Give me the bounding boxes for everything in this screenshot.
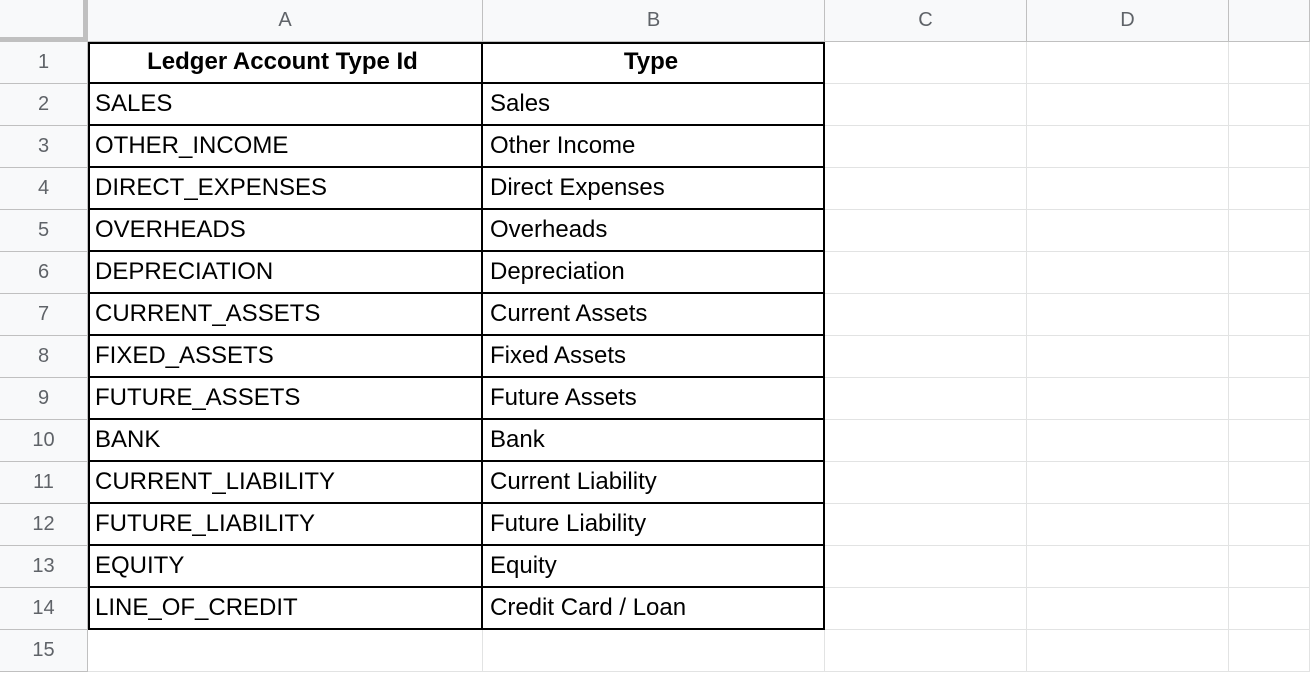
cell-d7[interactable] [1027, 294, 1229, 336]
cell-c6[interactable] [825, 252, 1027, 294]
cell-e6[interactable] [1229, 252, 1310, 294]
cell-b15[interactable] [483, 630, 825, 672]
cell-b7[interactable]: Current Assets [483, 294, 825, 336]
cell-d14[interactable] [1027, 588, 1229, 630]
cell-d8[interactable] [1027, 336, 1229, 378]
cell-e9[interactable] [1229, 378, 1310, 420]
row-header-11[interactable]: 11 [0, 462, 88, 504]
row-header-7[interactable]: 7 [0, 294, 88, 336]
cell-a10[interactable]: BANK [88, 420, 483, 462]
cell-c1[interactable] [825, 42, 1027, 84]
cell-c12[interactable] [825, 504, 1027, 546]
row-header-4[interactable]: 4 [0, 168, 88, 210]
cell-b9[interactable]: Future Assets [483, 378, 825, 420]
cell-a12[interactable]: FUTURE_LIABILITY [88, 504, 483, 546]
cell-d11[interactable] [1027, 462, 1229, 504]
cell-d13[interactable] [1027, 546, 1229, 588]
cell-a13[interactable]: EQUITY [88, 546, 483, 588]
cell-b8[interactable]: Fixed Assets [483, 336, 825, 378]
table-border-left [88, 42, 90, 630]
column-header-c[interactable]: C [825, 0, 1027, 42]
cell-d1[interactable] [1027, 42, 1229, 84]
cell-e14[interactable] [1229, 588, 1310, 630]
cell-b5[interactable]: Overheads [483, 210, 825, 252]
column-header-b[interactable]: B [483, 0, 825, 42]
cell-d6[interactable] [1027, 252, 1229, 294]
cell-d9[interactable] [1027, 378, 1229, 420]
cell-c10[interactable] [825, 420, 1027, 462]
cell-e12[interactable] [1229, 504, 1310, 546]
cell-c13[interactable] [825, 546, 1027, 588]
cell-a15[interactable] [88, 630, 483, 672]
cell-d5[interactable] [1027, 210, 1229, 252]
cell-d10[interactable] [1027, 420, 1229, 462]
row-header-1[interactable]: 1 [0, 42, 88, 84]
row-header-9[interactable]: 9 [0, 378, 88, 420]
column-header-a[interactable]: A [88, 0, 483, 42]
cell-a5[interactable]: OVERHEADS [88, 210, 483, 252]
cell-e13[interactable] [1229, 546, 1310, 588]
row-header-10[interactable]: 10 [0, 420, 88, 462]
cell-b1[interactable]: Type [483, 42, 825, 84]
cell-a14[interactable]: LINE_OF_CREDIT [88, 588, 483, 630]
cell-d4[interactable] [1027, 168, 1229, 210]
cell-c7[interactable] [825, 294, 1027, 336]
cell-d3[interactable] [1027, 126, 1229, 168]
cell-e8[interactable] [1229, 336, 1310, 378]
cell-b2[interactable]: Sales [483, 84, 825, 126]
cell-e4[interactable] [1229, 168, 1310, 210]
cell-a7[interactable]: CURRENT_ASSETS [88, 294, 483, 336]
row-header-12[interactable]: 12 [0, 504, 88, 546]
row-header-5[interactable]: 5 [0, 210, 88, 252]
cell-b14[interactable]: Credit Card / Loan [483, 588, 825, 630]
cell-c11[interactable] [825, 462, 1027, 504]
cell-e7[interactable] [1229, 294, 1310, 336]
cell-a11[interactable]: CURRENT_LIABILITY [88, 462, 483, 504]
cell-e1[interactable] [1229, 42, 1310, 84]
cell-d2[interactable] [1027, 84, 1229, 126]
cell-a6[interactable]: DEPRECIATION [88, 252, 483, 294]
cell-e2[interactable] [1229, 84, 1310, 126]
cell-c15[interactable] [825, 630, 1027, 672]
cell-b10[interactable]: Bank [483, 420, 825, 462]
cell-a8[interactable]: FIXED_ASSETS [88, 336, 483, 378]
row-header-6[interactable]: 6 [0, 252, 88, 294]
cell-c3[interactable] [825, 126, 1027, 168]
cell-c2[interactable] [825, 84, 1027, 126]
cell-b4[interactable]: Direct Expenses [483, 168, 825, 210]
cell-b6[interactable]: Depreciation [483, 252, 825, 294]
cell-e11[interactable] [1229, 462, 1310, 504]
cell-d15[interactable] [1027, 630, 1229, 672]
column-header-e[interactable] [1229, 0, 1310, 42]
cell-c8[interactable] [825, 336, 1027, 378]
cell-a4[interactable]: DIRECT_EXPENSES [88, 168, 483, 210]
row-header-14[interactable]: 14 [0, 588, 88, 630]
row-header-3[interactable]: 3 [0, 126, 88, 168]
column-header-d[interactable]: D [1027, 0, 1229, 42]
cell-b12[interactable]: Future Liability [483, 504, 825, 546]
table-border-top [88, 42, 825, 44]
cell-c4[interactable] [825, 168, 1027, 210]
select-all-corner[interactable] [0, 0, 88, 42]
cell-a1[interactable]: Ledger Account Type Id [88, 42, 483, 84]
cell-c9[interactable] [825, 378, 1027, 420]
row-header-13[interactable]: 13 [0, 546, 88, 588]
cell-a3[interactable]: OTHER_INCOME [88, 126, 483, 168]
row-header-15[interactable]: 15 [0, 630, 88, 672]
cell-b13[interactable]: Equity [483, 546, 825, 588]
cell-c14[interactable] [825, 588, 1027, 630]
row-header-8[interactable]: 8 [0, 336, 88, 378]
cell-d12[interactable] [1027, 504, 1229, 546]
cell-c5[interactable] [825, 210, 1027, 252]
cell-e10[interactable] [1229, 420, 1310, 462]
row-header-2[interactable]: 2 [0, 84, 88, 126]
cell-e15[interactable] [1229, 630, 1310, 672]
cell-b3[interactable]: Other Income [483, 126, 825, 168]
cell-e3[interactable] [1229, 126, 1310, 168]
cell-a9[interactable]: FUTURE_ASSETS [88, 378, 483, 420]
cell-e5[interactable] [1229, 210, 1310, 252]
cell-b11[interactable]: Current Liability [483, 462, 825, 504]
cell-a2[interactable]: SALES [88, 84, 483, 126]
